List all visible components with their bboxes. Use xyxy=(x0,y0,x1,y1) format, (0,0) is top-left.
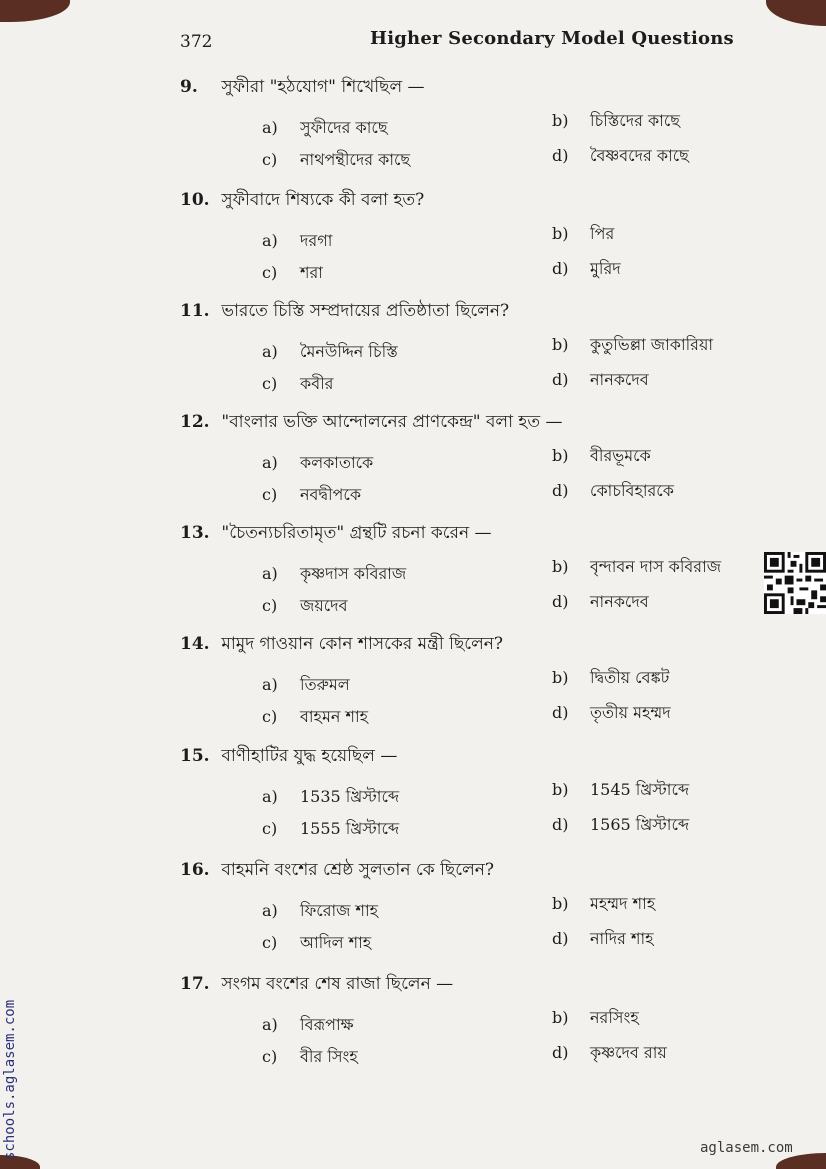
question-13 xyxy=(180,520,760,635)
option-text: নাথপন্থীদের কাছে xyxy=(300,150,411,169)
option-a xyxy=(262,115,388,142)
option-text: মৈনউদ্দিন চিস্তি xyxy=(300,342,398,361)
question-stem xyxy=(180,74,425,102)
option-c xyxy=(262,704,368,731)
question-stem xyxy=(180,971,453,999)
option-text: 1565 খ্রিস্টাব্দে xyxy=(590,815,690,834)
question-number: 14. xyxy=(180,634,210,654)
option-b xyxy=(552,332,713,359)
option-text: ফিরোজ শাহ xyxy=(300,901,379,920)
question-10 xyxy=(180,187,760,302)
option-label: a) xyxy=(262,342,278,361)
question-text: বাণীহাটির যুদ্ধ হয়েছিল — xyxy=(221,746,398,766)
option-label: b) xyxy=(552,780,569,799)
option-text: চিস্তিদের কাছে xyxy=(590,111,680,130)
option-a xyxy=(262,898,378,925)
option-label: a) xyxy=(262,1015,278,1034)
option-d xyxy=(552,256,621,283)
option-b xyxy=(552,777,689,804)
option-a xyxy=(262,672,350,699)
question-17 xyxy=(180,971,760,1086)
option-label: a) xyxy=(262,901,278,920)
option-label: b) xyxy=(552,668,569,687)
question-number: 16. xyxy=(180,860,210,880)
question-stem xyxy=(180,187,424,215)
question-text: সংগম বংশের শেষ রাজা ছিলেন — xyxy=(221,974,454,994)
question-16 xyxy=(180,857,760,972)
option-a xyxy=(262,228,332,255)
option-c xyxy=(262,260,323,287)
option-text: কুতুভিল্লা জাকারিয়া xyxy=(590,335,714,354)
qr-code-icon[interactable] xyxy=(764,552,826,614)
option-c xyxy=(262,593,347,620)
option-label: c) xyxy=(262,596,278,615)
question-14 xyxy=(180,631,760,746)
question-text: বাহমনি বংশের শ্রেষ্ঠ সুলতান কে ছিলেন? xyxy=(221,860,494,880)
question-12 xyxy=(180,409,760,524)
question-number: 13. xyxy=(180,523,210,543)
option-text: কলকাতাকে xyxy=(300,453,374,472)
option-text: শরা xyxy=(300,263,323,282)
option-text: নাদির শাহ xyxy=(590,929,654,948)
option-label: b) xyxy=(552,557,569,576)
option-text: বিরূপাক্ষ xyxy=(300,1015,354,1034)
question-text: সুফীরা "হঠযোগ" শিখেছিল — xyxy=(221,77,425,97)
question-text: "চৈতন্যচরিতামৃত" গ্রন্থটি রচনা করেন — xyxy=(221,523,492,543)
option-text: দ্বিতীয় বেঙ্কট xyxy=(590,668,670,687)
question-15 xyxy=(180,743,760,858)
option-label: b) xyxy=(552,894,569,913)
question-text: "বাংলার ভক্তি আন্দোলনের প্রাণকেন্দ্র" বলা হত — xyxy=(221,412,563,432)
option-text: মহম্মদ শাহ xyxy=(590,894,656,913)
option-text: বীর সিংহ xyxy=(300,1047,358,1066)
option-label: d) xyxy=(552,929,569,948)
watermark-side: schools.aglasem.com xyxy=(2,999,18,1160)
question-11 xyxy=(180,298,760,413)
option-c xyxy=(262,930,371,957)
option-text: নরসিংহ xyxy=(590,1008,639,1027)
option-label: d) xyxy=(552,370,569,389)
option-label: c) xyxy=(262,933,278,952)
option-label: d) xyxy=(552,815,569,834)
question-stem xyxy=(180,743,397,771)
option-label: a) xyxy=(262,675,278,694)
option-d xyxy=(552,700,671,727)
option-label: c) xyxy=(262,374,278,393)
question-number: 15. xyxy=(180,746,210,766)
option-text: দরগা xyxy=(300,231,333,250)
option-a xyxy=(262,339,398,366)
option-text: নানকদেব xyxy=(590,592,649,611)
question-number: 12. xyxy=(180,412,210,432)
option-label: c) xyxy=(262,263,278,282)
option-d xyxy=(552,926,654,953)
option-text: মুরিদ xyxy=(590,259,621,278)
option-text: বাহমন শাহ xyxy=(300,707,368,726)
option-text: কৃষ্ণদাস কবিরাজ xyxy=(300,564,407,583)
option-d xyxy=(552,478,674,505)
option-label: d) xyxy=(552,259,569,278)
option-label: d) xyxy=(552,703,569,722)
option-a xyxy=(262,1012,354,1039)
question-number: 9. xyxy=(180,77,198,97)
option-text: বৈষ্ণবদের কাছে xyxy=(590,146,689,165)
option-label: c) xyxy=(262,150,278,169)
option-c xyxy=(262,371,333,398)
question-stem xyxy=(180,298,509,326)
question-stem xyxy=(180,520,492,548)
option-c xyxy=(262,482,361,509)
question-text: ভারতে চিস্তি সম্প্রদায়ের প্রতিষ্ঠাতা ছিলেন? xyxy=(221,301,510,321)
question-text: মামুদ গাওয়ান কোন শাসকের মন্ত্রী ছিলেন? xyxy=(221,634,504,654)
option-c xyxy=(262,1044,358,1071)
option-text: বৃন্দাবন দাস কবিরাজ xyxy=(590,557,722,576)
question-number: 10. xyxy=(180,190,210,210)
option-label: a) xyxy=(262,564,278,583)
option-d xyxy=(552,589,649,616)
question-text: সুফীবাদে শিষ্যকে কী বলা হত? xyxy=(221,190,425,210)
option-text: সুফীদের কাছে xyxy=(300,118,388,137)
question-9 xyxy=(180,74,760,189)
option-text: 1555 খ্রিস্টাব্দে xyxy=(300,819,400,838)
option-d xyxy=(552,143,689,170)
option-text: পির xyxy=(590,224,615,243)
question-stem xyxy=(180,631,503,659)
option-d xyxy=(552,1040,667,1067)
option-text: কোচবিহারকে xyxy=(590,481,674,500)
watermark-bottom: aglasem.com xyxy=(700,1140,793,1156)
option-label: a) xyxy=(262,231,278,250)
option-b xyxy=(552,108,680,135)
option-label: a) xyxy=(262,787,278,806)
option-d xyxy=(552,367,649,394)
option-label: b) xyxy=(552,111,569,130)
option-a xyxy=(262,561,406,588)
option-text: তৃতীয় মহম্মদ xyxy=(590,703,671,722)
option-text: জয়দেব xyxy=(300,596,348,615)
option-b xyxy=(552,891,655,918)
option-text: বীরভূমকে xyxy=(590,446,651,465)
page-number: 372 xyxy=(180,32,213,52)
option-text: নবদ্বীপকে xyxy=(300,485,362,504)
option-a xyxy=(262,450,373,477)
option-text: তিরুমল xyxy=(300,675,350,694)
option-label: a) xyxy=(262,118,278,137)
page-header-title: Higher Secondary Model Questions xyxy=(370,28,734,49)
option-label: c) xyxy=(262,485,278,504)
option-label: d) xyxy=(552,146,569,165)
option-d xyxy=(552,812,689,839)
option-text: 1545 খ্রিস্টাব্দে xyxy=(590,780,690,799)
option-c xyxy=(262,816,399,843)
option-text: নানকদেব xyxy=(590,370,649,389)
option-b xyxy=(552,1005,639,1032)
option-label: b) xyxy=(552,224,569,243)
option-label: d) xyxy=(552,481,569,500)
option-label: b) xyxy=(552,335,569,354)
question-stem xyxy=(180,409,563,437)
option-label: c) xyxy=(262,707,278,726)
option-a xyxy=(262,784,399,811)
option-label: d) xyxy=(552,592,569,611)
option-label: b) xyxy=(552,1008,569,1027)
option-b xyxy=(552,554,721,581)
question-number: 11. xyxy=(180,301,210,321)
question-number: 17. xyxy=(180,974,210,994)
option-label: c) xyxy=(262,819,278,838)
option-label: b) xyxy=(552,446,569,465)
option-text: কৃষ্ণদেব রায় xyxy=(590,1043,667,1062)
option-b xyxy=(552,443,651,470)
option-text: কবীর xyxy=(300,374,334,393)
option-label: c) xyxy=(262,1047,278,1066)
option-b xyxy=(552,221,614,248)
option-text: 1535 খ্রিস্টাব্দে xyxy=(300,787,400,806)
option-c xyxy=(262,147,410,174)
option-label: d) xyxy=(552,1043,569,1062)
option-text: আদিল শাহ xyxy=(300,933,372,952)
question-stem xyxy=(180,857,494,885)
option-b xyxy=(552,665,669,692)
option-label: a) xyxy=(262,453,278,472)
